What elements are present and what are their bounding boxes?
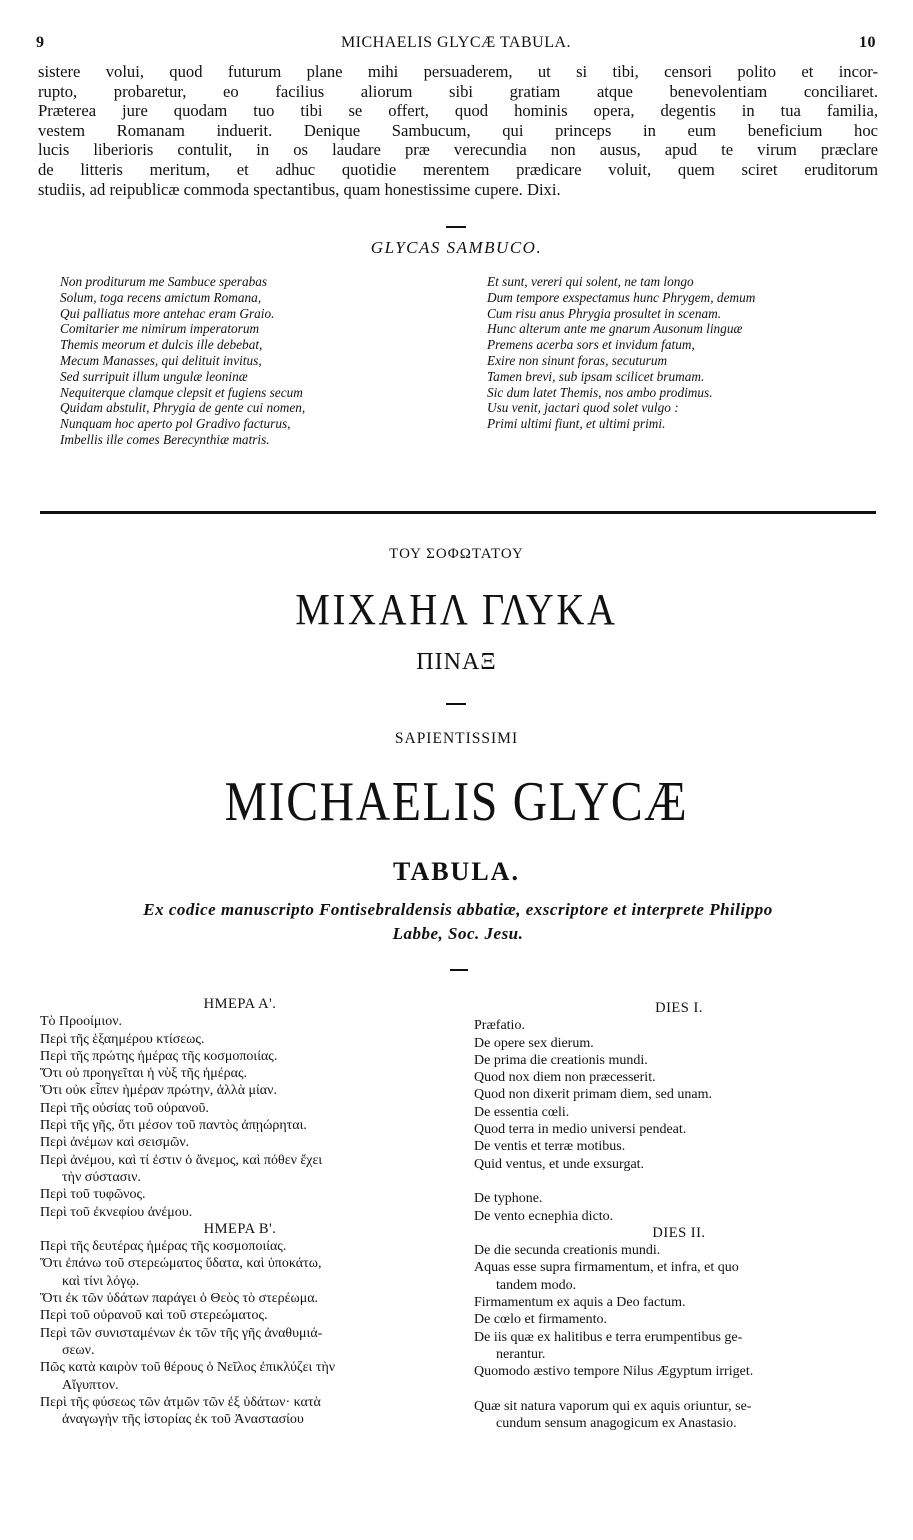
latin-kicker: SAPIENTISSIMI xyxy=(394,730,519,747)
contents-entry: tandem modo. xyxy=(496,1277,577,1293)
contents-entry: Aquas esse supra firmamentum, et infra, et quo xyxy=(474,1260,739,1276)
verse-line: Nequiterque clamque clepsit et fugiens secum xyxy=(60,384,303,400)
contents-entry: καὶ τίνι λόγῳ. xyxy=(62,1273,140,1289)
verse-line: Quidam abstulit, Phrygia de gente cui nomen, xyxy=(60,400,306,416)
running-header xyxy=(36,34,876,56)
day-heading: ΗΜΕΡΑ Α'. xyxy=(203,996,277,1012)
spacer xyxy=(474,1381,884,1398)
contents-entry: cundum sensum anagogicum ex Anastasio. xyxy=(496,1416,737,1432)
verse-line: Et sunt, vereri qui solent, ne tam longo xyxy=(487,274,694,289)
contents-entry: Quod nox diem non præcesserit. xyxy=(474,1070,656,1086)
contents-entry: ἀναγωγὴν τῆς ἱστορίας ἐκ τοῦ Ἀναστασίου xyxy=(62,1412,304,1428)
contents-entry: Περὶ τῆς δευτέρας ἡμέρας τῆς κοσμοποιίας. xyxy=(40,1239,287,1255)
verse-line: Hunc alterum ante me gnarum Ausonum linguæ xyxy=(487,321,743,337)
contents-entry: Περὶ ἀνέμων καὶ σεισμῶν. xyxy=(40,1135,190,1151)
contents-entry: Ὅτι ἐκ τῶν ὑδάτων παράγει ὁ Θεὸς τὸ στερέωμα. xyxy=(40,1291,319,1307)
verse-line: Usu venit, jactari quod solet vulgo : xyxy=(487,400,679,416)
contents-entry: De essentia cœli. xyxy=(474,1104,570,1120)
verse-line: Exire non sinunt foras, secuturum xyxy=(487,352,668,368)
greek-kicker: ΤΟΥ ΣΟΦΩΤΑΤΟΥ xyxy=(389,546,524,562)
latin-author-name: MICHAELIS GLYCÆ xyxy=(224,771,689,833)
prose-line: lucis liberioris contulit, in os laudare præ verecundia non ausus, apud te virum præclare xyxy=(38,140,878,160)
verse-line: Tamen brevi, sub ipsam scilicet brumam. xyxy=(487,368,705,384)
running-title: MICHAELIS GLYCÆ TABULA. xyxy=(340,34,572,51)
contents-entry: Firmamentum ex aquis a Deo factum. xyxy=(474,1295,686,1311)
contents-entry: De die secunda creationis mundi. xyxy=(474,1243,661,1259)
prose-line: sistere volui, quod futurum plane mihi persuaderem, ut si tibi, censori polito et incor- xyxy=(38,62,878,81)
day-heading: ΗΜΕΡΑ Β'. xyxy=(203,1220,277,1237)
contents-entry: Quid ventus, et unde exsurgat. xyxy=(474,1156,645,1172)
verse-line: Comitarier me nimirum imperatorum xyxy=(60,321,260,337)
verse-line: Qui palliatus more antehac eram Graio. xyxy=(60,305,275,321)
greek-author-name: ΜΙΧΑΗΛ ΓΛΥΚΑ xyxy=(295,585,618,634)
greek-subtitle: ΠΙΝΑΞ xyxy=(416,649,497,675)
section-dash xyxy=(446,226,466,228)
day-heading: DIES I. xyxy=(655,1000,703,1016)
contents-entry: nerantur. xyxy=(496,1346,546,1362)
contents-entry: Ὅτι οὐκ εἶπεν ἡμέραν πρώτην, ἀλλὰ μίαν. xyxy=(40,1083,277,1099)
contents-entry: τὴν σύστασιν. xyxy=(62,1169,141,1185)
contents-entry: De typhone. xyxy=(474,1191,543,1207)
day-heading: DIES II. xyxy=(652,1224,706,1241)
contents-entry: De prima die creationis mundi. xyxy=(474,1052,648,1068)
contents-entry: De ventis et terræ motibus. xyxy=(474,1139,626,1155)
page-number-left: 9 xyxy=(36,34,45,51)
verse-line: Mecum Manasses, qui delituit invitus, xyxy=(60,352,262,368)
source-note xyxy=(40,898,876,946)
contents-entry: Περὶ τοῦ ἐκνεφίου ἀνέμου. xyxy=(40,1204,193,1220)
verse-line: Sed surripuit illum ungulæ leoninæ xyxy=(60,368,248,384)
verse-line: Sic dum latet Themis, nos ambo prodimus. xyxy=(487,384,713,400)
contents-entry: Περὶ ἀνέμου, καὶ τί ἐστιν ὁ ἄνεμος, καὶ πόθεν ἔχει xyxy=(40,1152,323,1168)
latin-subtitle: TABULA. xyxy=(393,857,520,886)
prose-line: rupto, probaretur, eo facilius aliorum sibi gratiam atque benevolentiam conciliaret. xyxy=(38,81,878,101)
verse-line: Premens acerba sors et invidum fatum, xyxy=(487,337,695,353)
contents-entry: De vento ecnephia dicto. xyxy=(474,1208,614,1224)
contents-entry: Περὶ τῆς φύσεως τῶν ἀτμῶν τῶν ἐξ ὑδάτων· κατὰ xyxy=(40,1394,321,1410)
contents-entry: De cœlo et firmamento. xyxy=(474,1312,607,1328)
contents-entry: Αἴγυπτον. xyxy=(62,1377,119,1393)
contents-entry: Περὶ τῆς ἑξαημέρου κτίσεως. xyxy=(40,1031,205,1047)
verse-line: Cum risu anus Phrygia prosultet in scenam. xyxy=(487,305,722,321)
contents-entry: Περὶ τοῦ οὐρανοῦ καὶ τοῦ στερεώματος. xyxy=(40,1308,268,1324)
latin-contents-column xyxy=(474,1000,884,1432)
contents-entry: Quomodo æstivo tempore Nilus Ægyptum irriget. xyxy=(474,1364,754,1380)
verse-line: Non proditurum me Sambuce sperabas xyxy=(60,274,268,289)
contents-entry: Ὅτι οὐ προηγεῖται ἡ νὺξ τῆς ἡμέρας. xyxy=(40,1066,247,1082)
contents-entry: Πῶς κατὰ καιρὸν τοῦ θέρους ὁ Νεῖλος ἐπικλύζει τὴν xyxy=(40,1360,336,1376)
verse-line: Nunquam hoc aperto pol Gradivo facturus, xyxy=(60,416,291,432)
contents-entry: Ὅτι ἐπάνω τοῦ στερεώματος ὕδατα, καὶ ὑποκάτω, xyxy=(40,1256,322,1272)
prose-line: vestem Romanam induerit. Denique Sambucum, qui princeps in eum beneficium hoc xyxy=(38,120,878,140)
prose-line: de litteris meritum, et adhuc quotidie merentem prædicare voluit, quem sciret eruditorum xyxy=(38,159,878,179)
contents-entry: De opere sex dierum. xyxy=(474,1035,594,1051)
contents-entry: De iis quæ ex halitibus e terra erumpentibus ge- xyxy=(474,1329,743,1345)
spacer xyxy=(474,1173,884,1190)
poem-title: GLYCAS SAMBUCO. xyxy=(370,238,543,257)
verse-line: Themis meorum et dulcis ille debebat, xyxy=(60,337,263,353)
contents-entry: σεων. xyxy=(62,1342,95,1358)
contents-entry: Præfatio. xyxy=(474,1018,525,1034)
prose-line: studiis, ad reipublicæ commoda spectantibus, quam honestissime cupere. Dixi. xyxy=(38,179,561,199)
contents-entry: Περὶ τοῦ τυφῶνος. xyxy=(40,1187,146,1203)
verse-line: Solum, toga recens amictum Romana, xyxy=(60,289,262,305)
poem-right-column xyxy=(487,274,882,432)
verse-line: Dum tempore exspectamus hunc Phrygem, demum xyxy=(487,289,756,305)
greek-contents-column xyxy=(40,996,440,1428)
contents-entry: Quæ sit natura vaporum qui ex aquis oriuntur, se- xyxy=(474,1398,752,1414)
page-number-right: 10 xyxy=(859,34,876,51)
contents-entry: Περὶ τῆς γῆς, ὅτι μέσον τοῦ παντὸς ἀπῃώρηται. xyxy=(40,1118,307,1134)
verse-line: Primi ultimi fiunt, et ultimi primi. xyxy=(487,416,666,432)
contents-entry: Περὶ τῆς οὐσίας τοῦ οὐρανοῦ. xyxy=(40,1100,209,1116)
contents-entry: Περὶ τῶν συνισταμένων ἐκ τῶν τῆς γῆς ἀναθυμιά- xyxy=(40,1325,323,1341)
contents-entry: Περὶ τῆς πρώτης ἡμέρας τῆς κοσμοποιίας. xyxy=(40,1048,278,1064)
verse-line: Imbellis ille comes Berecynthiæ matris. xyxy=(60,431,270,447)
poem-left-column xyxy=(60,274,440,448)
contents-entry: Quod non dixerit primam diem, sed unam. xyxy=(474,1087,712,1103)
title-dash xyxy=(450,969,468,971)
source-note-line: Labbe, Soc. Jesu. xyxy=(392,924,524,943)
section-rule xyxy=(40,511,876,514)
prose-line: Præterea jure quodam tuo tibi se offert, quod hominis opera, degentis in tua familia, xyxy=(38,101,878,121)
dedication-paragraph xyxy=(38,62,878,199)
source-note-line: Ex codice manuscripto Fontisebraldensis abbatiæ, exscriptore et interprete Philippo xyxy=(143,900,773,919)
title-dash xyxy=(446,703,466,705)
contents-entry: Quod terra in medio universi pendeat. xyxy=(474,1122,687,1138)
contents-entry: Τὸ Προοίμιον. xyxy=(40,1014,123,1030)
